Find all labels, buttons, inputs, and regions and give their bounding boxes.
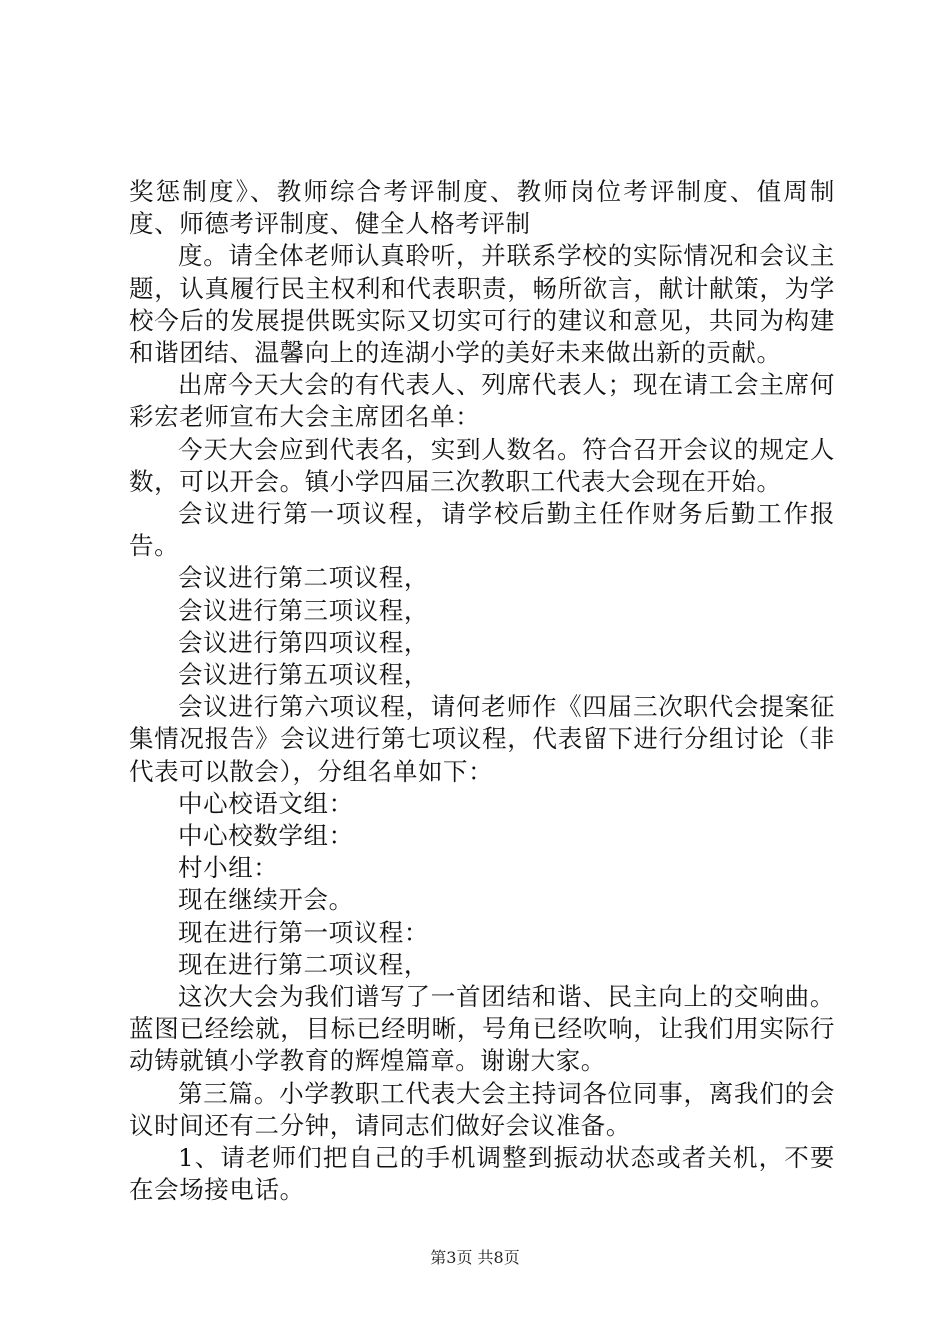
- paragraph: 会议进行第三项议程，: [178, 595, 429, 625]
- paragraph: 中心校语文组：: [178, 788, 354, 818]
- page-number-footer: 第3页 共8页: [430, 1248, 520, 1267]
- paragraph: 现在进行第一项议程：: [178, 917, 429, 947]
- document-body: [129, 176, 835, 1207]
- paragraph: 会议进行第一项议程，请学校后勤主任作财务后勤工作报告。: [129, 499, 835, 561]
- paragraph: 中心校数学组：: [178, 821, 354, 851]
- paragraph: 现在进行第二项议程，: [178, 949, 429, 979]
- paragraph: 会议进行第五项议程，: [178, 660, 429, 690]
- paragraph: 1、请老师们把自己的手机调整到振动状态或者关机，不要在会场接电话。: [129, 1143, 835, 1205]
- paragraph: 现在继续开会。: [178, 885, 354, 915]
- paragraph: 这次大会为我们谱写了一首团结和谐、民主向上的交响曲。蓝图已经绘就，目标已经明晰，号角已经吹响，让我们用实际行动铸就镇小学教育的辉煌篇章。谢谢大家。: [129, 982, 835, 1076]
- paragraph: 村小组：: [178, 853, 279, 883]
- paragraph: 奖惩制度》、教师综合考评制度、教师岗位考评制度、值周制度、师德考评制度、健全人格考评制: [129, 177, 835, 239]
- paragraph: 会议进行第四项议程，: [178, 627, 429, 657]
- paragraph: 度。请全体老师认真聆听，并联系学校的实际情况和会议主题，认真履行民主权利和代表职责，畅所欲言，献计献策，为学校今后的发展提供既实际又切实可行的建议和意见，共同为构建和谐团结、温馨向上的连湖小学的美好未来做出新的贡献。: [129, 241, 835, 368]
- paragraph: 会议进行第六项议程，请何老师作《四届三次职代会提案征集情况报告》会议进行第七项议程，代表留下进行分组讨论（非代表可以散会），分组名单如下：: [129, 692, 835, 786]
- paragraph: 出席今天大会的有代表人、列席代表人；现在请工会主席何彩宏老师宣布大会主席团名单：: [129, 370, 835, 432]
- paragraph: 第三篇。小学教职工代表大会主持词各位同事，离我们的会议时间还有二分钟，请同志们做好会议准备。: [129, 1078, 835, 1140]
- paragraph: 今天大会应到代表名，实到人数名。符合召开会议的规定人数，可以开会。镇小学四届三次教职工代表大会现在开始。: [129, 434, 835, 496]
- paragraph: 会议进行第二项议程，: [178, 563, 429, 593]
